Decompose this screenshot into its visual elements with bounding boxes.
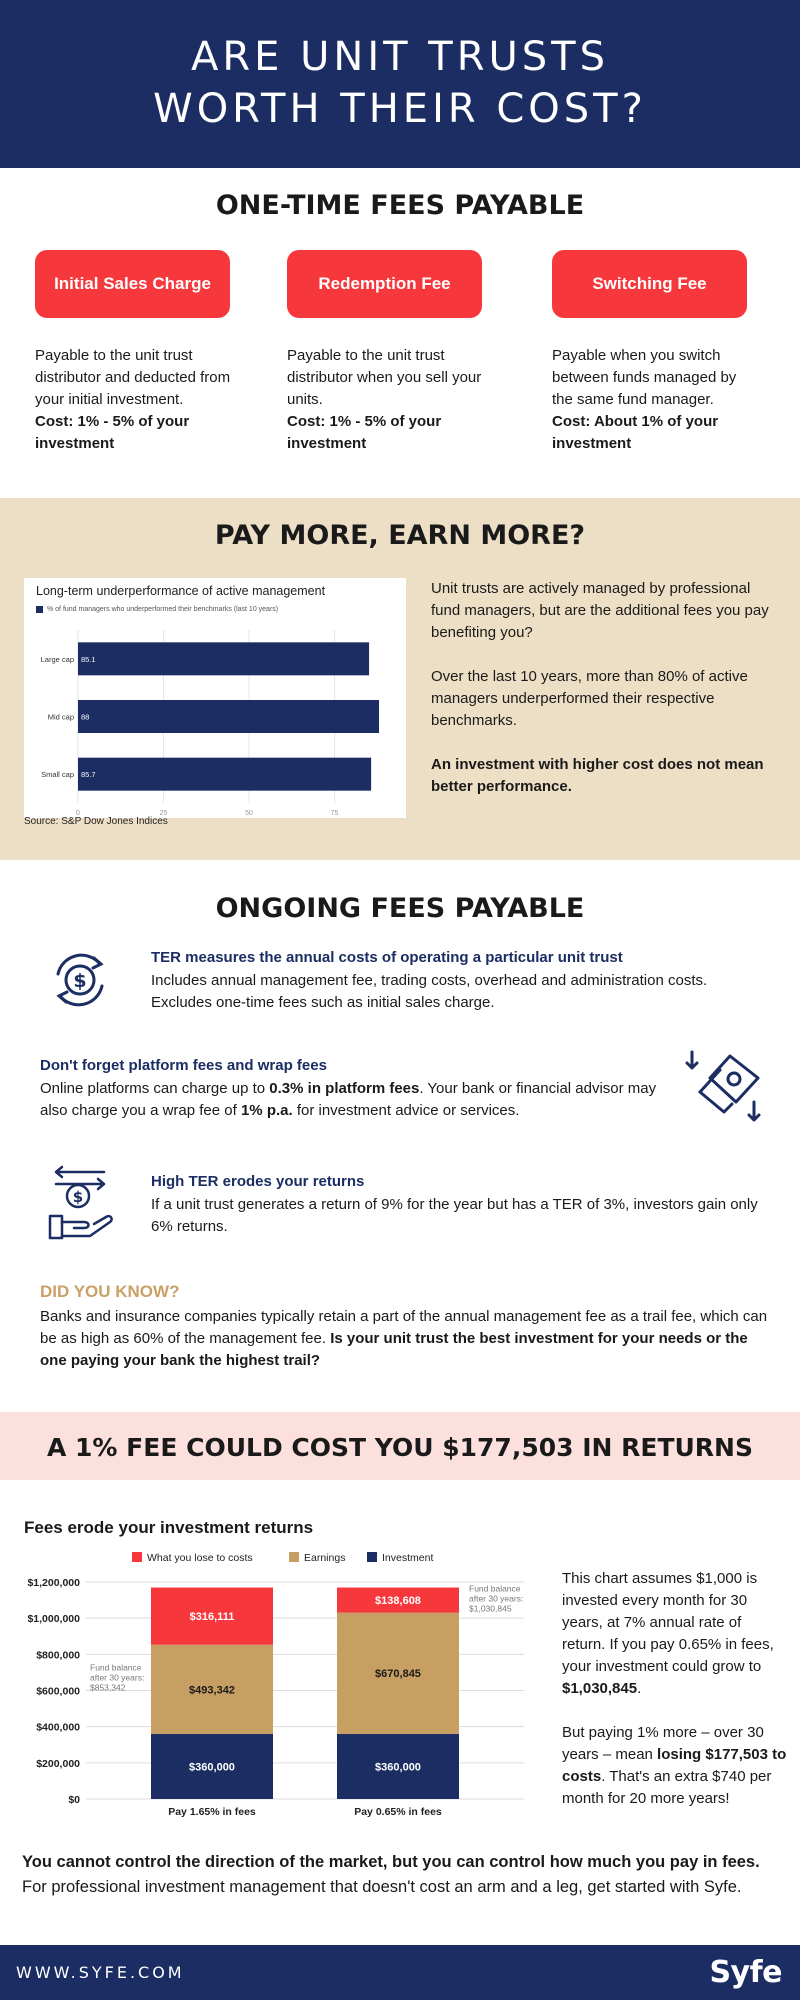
fee-description bbox=[35, 345, 250, 455]
final-balance: $1,030,845 bbox=[562, 1680, 638, 1697]
bar-value-label: $670,845 bbox=[375, 1668, 421, 1681]
legend-swatch bbox=[367, 1552, 377, 1562]
fee-cost: Cost: About 1% of your investment bbox=[552, 413, 719, 452]
did-you-know-body: Banks and insurance companies typically retain a part of the annual management fee as a trail fee, which can be as high as 60% of the management fee. bbox=[40, 1308, 768, 1347]
platform-text-part: . Your bank or financial advisor may also charge you a wrap fee of bbox=[40, 1080, 657, 1119]
dollar-cycle-icon bbox=[44, 944, 116, 1020]
one-time-fees-title: ONE-TIME FEES PAYABLE bbox=[215, 190, 585, 221]
annotation-line: Fund balance bbox=[469, 1583, 521, 1594]
chart-loss-text bbox=[562, 1722, 787, 1810]
header-banner bbox=[0, 0, 800, 168]
fee-description-text: Payable to the unit trust distributor and deducted from your initial investment. bbox=[35, 347, 231, 408]
pay-more-paragraph-1: Unit trusts are actively managed by professional fund managers, but are the additional fees you pay benefiting you? bbox=[431, 580, 769, 641]
underperformance-chart-svg bbox=[24, 578, 406, 818]
x-category-label: Pay 1.65% in fees bbox=[168, 1806, 256, 1818]
fees-erode-chart bbox=[14, 1542, 534, 1842]
x-tick-label: 75 bbox=[330, 810, 339, 817]
ter-erodes-heading: High TER erodes your returns bbox=[151, 1173, 365, 1190]
platform-text-part: for investment advice or services. bbox=[292, 1102, 520, 1119]
svg-text:$: $ bbox=[73, 970, 87, 992]
bar-value-label: $493,342 bbox=[189, 1684, 235, 1697]
platform-fee-amount: 0.3% in platform fees bbox=[269, 1080, 420, 1097]
chart-source: Source: S&P Dow Jones Indices bbox=[24, 816, 168, 827]
closing-bold: You cannot control the direction of the market, but you can control how much you pay in fees. bbox=[22, 1853, 760, 1871]
platform-text-part: Online platforms can charge up to bbox=[40, 1080, 270, 1097]
underperformance-chart bbox=[24, 578, 406, 818]
value-label: 85.1 bbox=[81, 654, 96, 664]
category-label: Mid cap bbox=[47, 712, 74, 722]
syfe-logo: Syfe bbox=[709, 1955, 782, 1990]
fee-cost: Cost: 1% - 5% of your investment bbox=[287, 413, 442, 452]
y-tick-label: $400,000 bbox=[36, 1721, 80, 1734]
legend-label: % of fund managers who underperformed their benchmarks (last 10 years) bbox=[47, 606, 279, 613]
fees-chart-title: Fees erode your investment returns bbox=[24, 1518, 314, 1537]
wrap-fee-amount: 1% p.a. bbox=[240, 1102, 293, 1119]
ter-erodes-text: If a unit trust generates a return of 9% for the year but has a TER of 3%, investors gain only 6% returns. bbox=[151, 1196, 758, 1235]
did-you-know-text bbox=[40, 1306, 772, 1372]
page-title-line-2: WORTH THEIR COST? bbox=[153, 86, 647, 132]
y-tick-label: $600,000 bbox=[36, 1685, 80, 1698]
legend-label: What you lose to costs bbox=[147, 1552, 253, 1564]
footer-url[interactable]: WWW.SYFE.COM bbox=[16, 1963, 185, 1982]
bar-value-label: $316,111 bbox=[189, 1611, 235, 1624]
y-tick-label: $800,000 bbox=[36, 1649, 80, 1662]
legend-label: Investment bbox=[382, 1552, 434, 1564]
value-label: 88 bbox=[81, 712, 90, 722]
legend-swatch bbox=[289, 1552, 299, 1562]
bar bbox=[78, 700, 379, 733]
assumption-end: . bbox=[637, 1680, 642, 1697]
value-label: 85.7 bbox=[81, 770, 96, 780]
y-tick-label: $200,000 bbox=[36, 1757, 80, 1770]
legend-swatch bbox=[132, 1552, 142, 1562]
ter-heading: TER measures the annual costs of operating a particular unit trust bbox=[151, 949, 623, 966]
did-you-know-question: Is your unit trust the best investment for your needs or the one paying your bank the highest trail? bbox=[40, 1330, 748, 1369]
loss-end: . That's an extra $740 per month for 20 more years! bbox=[562, 1768, 772, 1807]
bar-value-label: $360,000 bbox=[189, 1761, 235, 1774]
bar bbox=[78, 642, 369, 675]
bar-value-label: $360,000 bbox=[375, 1761, 421, 1774]
x-tick-label: 0 bbox=[76, 810, 80, 817]
x-tick-label: 50 bbox=[245, 810, 253, 817]
redemption-fee-badge: Redemption Fee bbox=[287, 250, 482, 318]
footer bbox=[0, 1945, 800, 2000]
bar-value-label: $138,608 bbox=[375, 1595, 421, 1608]
category-label: Large cap bbox=[40, 654, 74, 664]
pay-more-paragraph-2: Over the last 10 years, more than 80% of active managers underperformed their respective benchmarks. bbox=[431, 668, 748, 729]
y-tick-label: $0 bbox=[68, 1794, 80, 1806]
cost-banner-title: A 1% FEE COULD COST YOU $177,503 IN RETURNS bbox=[46, 1433, 753, 1462]
fee-description-text: Payable to the unit trust distributor when you sell your units. bbox=[287, 347, 482, 408]
chart-title: Long-term underperformance of active management bbox=[36, 584, 326, 598]
page-title-line-1: ARE UNIT TRUSTS bbox=[190, 34, 609, 80]
legend-label: Earnings bbox=[304, 1552, 346, 1564]
fee-cost: Cost: 1% - 5% of your investment bbox=[35, 413, 190, 452]
switching-fee-badge: Switching Fee bbox=[552, 250, 747, 318]
chart-assumption-text bbox=[562, 1568, 787, 1700]
platform-fees-heading: Don't forget platform fees and wrap fees bbox=[40, 1057, 327, 1074]
annotation-value: $853,342 bbox=[90, 1682, 126, 1693]
loss-amount: losing $177,503 to costs bbox=[562, 1746, 787, 1785]
y-tick-label: $1,000,000 bbox=[27, 1613, 80, 1626]
fee-description bbox=[287, 345, 492, 455]
platform-fees-text bbox=[40, 1078, 660, 1122]
did-you-know-heading: DID YOU KNOW? bbox=[40, 1282, 180, 1301]
x-category-label: Pay 0.65% in fees bbox=[354, 1806, 442, 1818]
pay-more-title: PAY MORE, EARN MORE? bbox=[214, 520, 586, 551]
ongoing-fees-title: ONGOING FEES PAYABLE bbox=[215, 893, 585, 924]
annotation-line: after 30 years: bbox=[90, 1672, 145, 1683]
bar bbox=[78, 758, 371, 791]
annotation-line: Fund balance bbox=[90, 1662, 142, 1673]
x-tick-label: 25 bbox=[159, 810, 168, 817]
annotation-value: $1,030,845 bbox=[469, 1603, 512, 1614]
svg-text:$: $ bbox=[72, 1188, 84, 1206]
closing-text: For professional investment management that doesn't cost an arm and a leg, get started with Syfe. bbox=[22, 1878, 742, 1896]
y-tick-label: $1,200,000 bbox=[27, 1577, 80, 1589]
fee-description bbox=[552, 345, 757, 455]
dollar-hand-icon bbox=[44, 1164, 116, 1252]
loss-body: But paying 1% more – over 30 years – mean bbox=[562, 1724, 764, 1763]
initial-sales-charge-badge: Initial Sales Charge bbox=[35, 250, 230, 318]
annotation-line: after 30 years: bbox=[469, 1593, 524, 1604]
assumption-body: This chart assumes $1,000 is invested every month for 30 years, at 7% annual rate of return. If you pay 0.65% in fees, your investment could grow to bbox=[562, 1570, 774, 1675]
fee-description-text: Payable when you switch between funds managed by the same fund manager. bbox=[552, 347, 737, 408]
money-transfer-icon bbox=[684, 1048, 766, 1132]
pay-more-paragraph-3: An investment with higher cost does not mean better performance. bbox=[431, 756, 764, 795]
ter-text: Includes annual management fee, trading costs, overhead and administration costs. Excludes one-time fees such as initial sales charge. bbox=[151, 972, 708, 1011]
category-label: Small cap bbox=[41, 770, 74, 780]
